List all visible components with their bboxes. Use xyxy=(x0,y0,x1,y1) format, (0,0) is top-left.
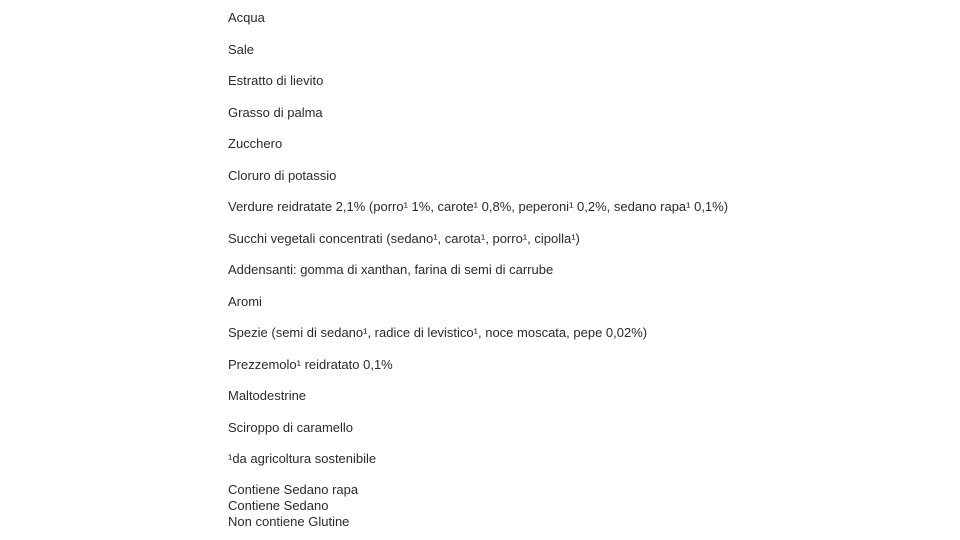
ingredient-item: Estratto di lievito xyxy=(228,73,324,88)
ingredient-item: Prezzemolo¹ reidratato 0,1% xyxy=(228,356,393,372)
allergen-line: Contiene Sedano rapa xyxy=(228,481,359,497)
ingredient-item: Spezie (semi di sedano¹, radice di levistico¹, noce moscata, pepe 0,02%) xyxy=(228,325,648,340)
allergen-info xyxy=(228,482,928,530)
ingredient-item: Aromi xyxy=(228,293,262,309)
ingredient-list xyxy=(228,9,928,467)
ingredient-item: Sciroppo di caramello xyxy=(228,419,354,435)
ingredient-item: Acqua xyxy=(228,10,265,25)
ingredient-item: Succhi vegetali concentrati (sedano¹, carota¹, porro¹, cipolla¹) xyxy=(228,230,580,246)
allergen-line: Contiene Sedano xyxy=(228,497,329,513)
ingredients-panel xyxy=(228,9,928,530)
ingredient-item: Maltodestrine xyxy=(228,388,307,403)
allergen-line: Non contiene Glutine xyxy=(228,513,350,529)
ingredient-item: Sale xyxy=(228,41,255,57)
ingredient-item: Addensanti: gomma di xanthan, farina di semi di carrube xyxy=(228,262,554,277)
footnote-sustainable: ¹da agricoltura sostenibile xyxy=(228,451,377,466)
ingredient-item: Verdure reidratate 2,1% (porro¹ 1%, carote¹ 0,8%, peperoni¹ 0,2%, sedano rapa¹ 0,1%) xyxy=(228,199,729,214)
ingredient-item: Grasso di palma xyxy=(228,104,323,120)
ingredient-item: Zucchero xyxy=(228,136,283,151)
ingredient-item: Cloruro di potassio xyxy=(228,167,337,183)
